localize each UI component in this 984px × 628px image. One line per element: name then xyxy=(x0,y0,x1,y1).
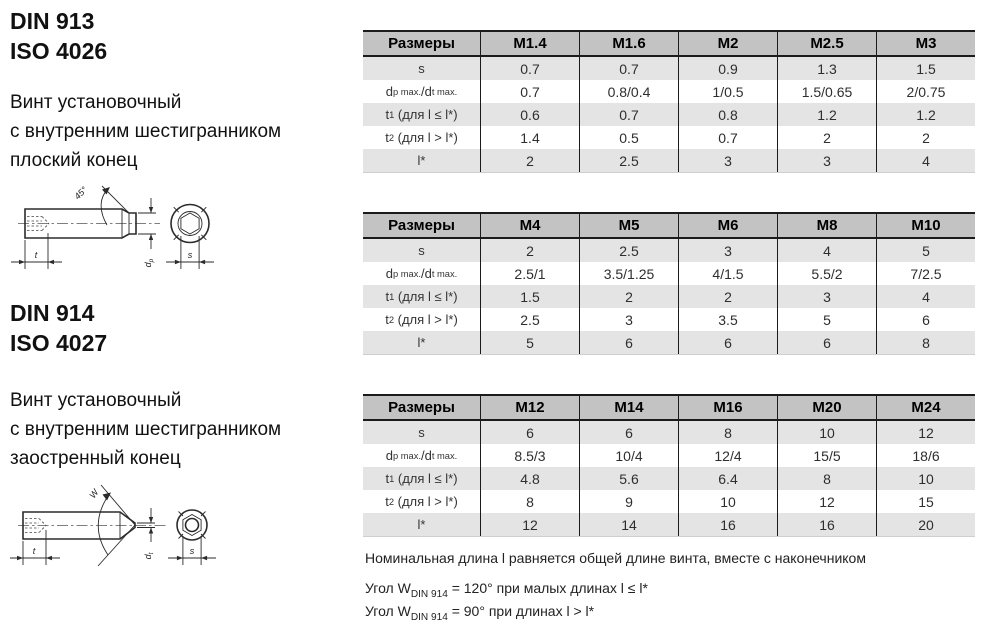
row-label: t 1 (для l ≤ l*) xyxy=(385,471,458,486)
size-column-header: M3 xyxy=(876,32,975,55)
table-cell: 2 xyxy=(480,149,579,172)
table-cell: 5 xyxy=(876,239,975,262)
table-cell: 8 xyxy=(876,331,975,354)
row-label: t 1 (для l ≤ l*) xyxy=(385,107,458,122)
table-cell: 12/4 xyxy=(678,444,777,467)
table-cell: 18/6 xyxy=(876,444,975,467)
table-cell: 10 xyxy=(876,467,975,490)
description-line: Винт установочный xyxy=(10,390,182,411)
table-cell: 0.7 xyxy=(480,80,579,103)
table-cell: 6 xyxy=(777,331,876,354)
row-label: t 2 (для l > l*) xyxy=(385,312,458,327)
description-line: Винт установочный xyxy=(10,92,182,113)
description-din914 xyxy=(10,386,281,473)
table-cell: 2 xyxy=(579,285,678,308)
table-cell: 1.2 xyxy=(777,103,876,126)
standard-title-din913 xyxy=(10,6,107,66)
size-column-header: M6 xyxy=(678,214,777,237)
table-row xyxy=(363,490,975,513)
description-din913 xyxy=(10,88,281,175)
row-label: l* xyxy=(417,153,426,168)
table-cell: 2 xyxy=(678,285,777,308)
table-cell: 4 xyxy=(777,239,876,262)
table-cell: 3 xyxy=(678,149,777,172)
table-cell: 10/4 xyxy=(579,444,678,467)
standard-title-din914 xyxy=(10,298,107,358)
socket-depth-label: t xyxy=(34,250,38,260)
table-cell: 3.5/1.25 xyxy=(579,262,678,285)
size-column-header: M4 xyxy=(480,214,579,237)
drawing-din913-flat-point xyxy=(8,183,238,303)
size-column-header: M2 xyxy=(678,32,777,55)
table-cell: 6 xyxy=(678,331,777,354)
socket-depth-label: t xyxy=(32,546,36,556)
table-cell: 6 xyxy=(579,331,678,354)
table-cell: 0.7 xyxy=(678,126,777,149)
table-cell: 20 xyxy=(876,513,975,536)
table-row xyxy=(363,57,975,80)
row-label: s xyxy=(418,243,425,258)
table-cell: 0.7 xyxy=(579,103,678,126)
table-cell: 2.5 xyxy=(480,308,579,331)
table-row xyxy=(363,80,975,103)
hex-size-label: s xyxy=(187,250,193,260)
table-cell: 0.7 xyxy=(480,57,579,80)
table-cell: 14 xyxy=(579,513,678,536)
table-cell: 7/2.5 xyxy=(876,262,975,285)
table-cell: 15 xyxy=(876,490,975,513)
table-row xyxy=(363,331,975,354)
table-cell: 8 xyxy=(777,467,876,490)
size-column-header: M16 xyxy=(678,396,777,419)
size-column-header: M1.6 xyxy=(579,32,678,55)
row-label: d p max. /d t max. xyxy=(385,448,458,463)
table-header-row xyxy=(363,212,975,239)
table-cell: 10 xyxy=(678,490,777,513)
table-cell: 8 xyxy=(480,490,579,513)
table-cell: 0.8/0.4 xyxy=(579,80,678,103)
table-row xyxy=(363,149,975,172)
table-row xyxy=(363,126,975,149)
table-cell: 3 xyxy=(678,239,777,262)
table-cell: 6.4 xyxy=(678,467,777,490)
row-label: t 2 (для l > l*) xyxy=(385,494,458,509)
table-cell: 1.3 xyxy=(777,57,876,80)
table-cell: 12 xyxy=(777,490,876,513)
table-row xyxy=(363,467,975,490)
row-label-header: Размеры xyxy=(388,217,455,234)
table-cell: 1.5/0.65 xyxy=(777,80,876,103)
point-diameter-label: $d_t$ xyxy=(143,552,155,560)
table-cell: 4/1.5 xyxy=(678,262,777,285)
table-row xyxy=(363,262,975,285)
table-cell: 0.7 xyxy=(579,57,678,80)
table-header-row xyxy=(363,394,975,421)
description-line: заостренный конец xyxy=(10,448,181,469)
row-label: s xyxy=(418,61,425,76)
hex-size-label: s xyxy=(189,546,195,556)
table-cell: 1/0.5 xyxy=(678,80,777,103)
table-cell: 5.6 xyxy=(579,467,678,490)
table-cell: 2 xyxy=(777,126,876,149)
note-nominal-length: Номинальная длина l равняется общей длине винта, вместе с наконечником xyxy=(365,550,866,566)
row-label: d p max. /d t max. xyxy=(385,266,458,281)
table-cell: 6 xyxy=(480,421,579,444)
table-cell: 3 xyxy=(579,308,678,331)
standard-din-number: DIN 914 xyxy=(10,300,95,326)
table-cell: 5.5/2 xyxy=(777,262,876,285)
table-cell: 2 xyxy=(480,239,579,262)
table-cell: 4 xyxy=(876,285,975,308)
table-cell: 1.5 xyxy=(876,57,975,80)
table-cell: 2.5 xyxy=(579,149,678,172)
table-row xyxy=(363,308,975,331)
table-cell: 10 xyxy=(777,421,876,444)
table-cell: 2.5/1 xyxy=(480,262,579,285)
table-row xyxy=(363,513,975,536)
table-cell: 5 xyxy=(777,308,876,331)
table-cell: 16 xyxy=(777,513,876,536)
dimension-table-m1.4-m3 xyxy=(363,30,975,173)
description-line: с внутренним шестигранником xyxy=(10,121,282,142)
row-label: l* xyxy=(417,335,426,350)
size-column-header: M12 xyxy=(480,396,579,419)
table-cell: 2.5 xyxy=(579,239,678,262)
table-header-row xyxy=(363,30,975,57)
size-column-header: M2.5 xyxy=(777,32,876,55)
table-row xyxy=(363,444,975,467)
table-cell: 1.5 xyxy=(480,285,579,308)
table-cell: 6 xyxy=(579,421,678,444)
chamfer-angle-label: 45° xyxy=(72,184,90,202)
table-cell: 8.5/3 xyxy=(480,444,579,467)
table-cell: 1.2 xyxy=(876,103,975,126)
standard-din-number: DIN 913 xyxy=(10,8,95,34)
standard-iso-number: ISO 4027 xyxy=(10,330,108,356)
description-line: с внутренним шестигранником xyxy=(10,419,282,440)
cone-angle-label: W xyxy=(87,487,101,501)
table-row xyxy=(363,421,975,444)
row-label-header: Размеры xyxy=(388,399,455,416)
row-label: t 2 (для l > l*) xyxy=(385,130,458,145)
standard-iso-number: ISO 4026 xyxy=(10,38,108,64)
size-column-header: M24 xyxy=(876,396,975,419)
table-cell: 16 xyxy=(678,513,777,536)
table-cell: 8 xyxy=(678,421,777,444)
table-cell: 12 xyxy=(480,513,579,536)
table-cell: 0.5 xyxy=(579,126,678,149)
table-cell: 2 xyxy=(876,126,975,149)
note-angle-90: Угол $W_{DIN 914} = 90^\circ$ при длинах l > l* xyxy=(365,603,595,623)
table-cell: 5 xyxy=(480,331,579,354)
table-cell: 1.4 xyxy=(480,126,579,149)
size-column-header: M10 xyxy=(876,214,975,237)
dimension-table-m4-m10 xyxy=(363,212,975,355)
size-column-header: M14 xyxy=(579,396,678,419)
table-cell: 3.5 xyxy=(678,308,777,331)
table-row xyxy=(363,285,975,308)
table-cell: 12 xyxy=(876,421,975,444)
row-label-header: Размеры xyxy=(388,35,455,52)
table-cell: 0.8 xyxy=(678,103,777,126)
table-cell: 4.8 xyxy=(480,467,579,490)
dimension-table-m12-m24 xyxy=(363,394,975,537)
table-cell: 3 xyxy=(777,149,876,172)
size-column-header: M5 xyxy=(579,214,678,237)
table-cell: 2/0.75 xyxy=(876,80,975,103)
table-cell: 6 xyxy=(876,308,975,331)
table-cell: 15/5 xyxy=(777,444,876,467)
size-column-header: M1.4 xyxy=(480,32,579,55)
row-label: d p max. /d t max. xyxy=(385,84,458,99)
note-angle-120: Угол $W_{DIN 914} = 120^\circ$ при малых длинах l ≤ l* xyxy=(365,580,648,600)
size-column-header: M20 xyxy=(777,396,876,419)
table-row xyxy=(363,239,975,262)
row-label: t 1 (для l ≤ l*) xyxy=(385,289,458,304)
point-diameter-label: $d_p$ xyxy=(143,258,155,268)
drawing-din914-cone-point xyxy=(8,480,238,590)
row-label: l* xyxy=(417,517,426,532)
table-row xyxy=(363,103,975,126)
description-line: плоский конец xyxy=(10,150,138,171)
table-cell: 9 xyxy=(579,490,678,513)
table-cell: 3 xyxy=(777,285,876,308)
size-column-header: M8 xyxy=(777,214,876,237)
row-label: s xyxy=(418,425,425,440)
table-cell: 4 xyxy=(876,149,975,172)
table-cell: 0.6 xyxy=(480,103,579,126)
table-cell: 0.9 xyxy=(678,57,777,80)
